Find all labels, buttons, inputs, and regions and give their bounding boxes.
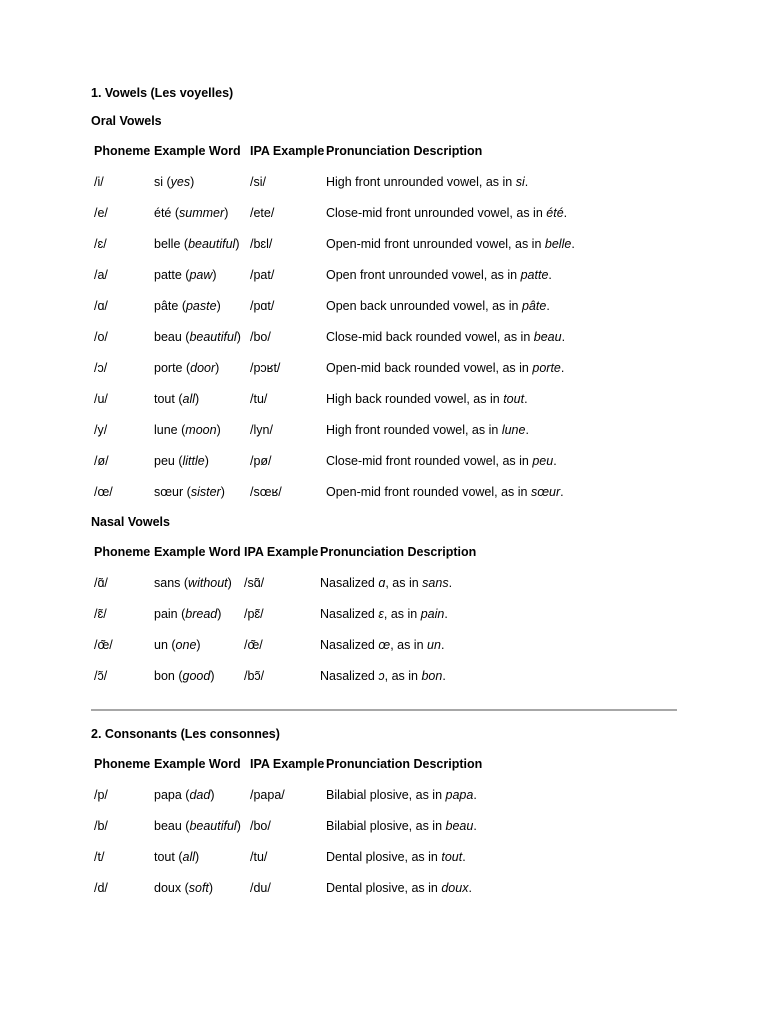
ipa-example-cell: /pɔʁt/ (250, 361, 281, 375)
column-header: Pronunciation Description (320, 545, 477, 559)
column-header: Phoneme (94, 545, 151, 559)
description-cell: Nasalized ɔ, as in bon. (320, 669, 446, 683)
ipa-example-cell: /sœʁ/ (250, 485, 282, 499)
column-header: Example Word (154, 757, 241, 771)
ipa-example-cell: /bo/ (250, 330, 271, 344)
table-row (0, 423, 768, 441)
phoneme-cell: /ɑ/ (94, 299, 108, 313)
description-cell: Nasalized œ, as in un. (320, 638, 445, 652)
ipa-example-cell: /bo/ (250, 819, 271, 833)
ipa-example-cell: /du/ (250, 881, 271, 895)
column-header: Phoneme (94, 757, 151, 771)
table-row (0, 175, 768, 193)
column-header: IPA Example (250, 144, 325, 158)
description-cell: Open front unrounded vowel, as in patte. (326, 268, 552, 282)
column-header: Pronunciation Description (326, 144, 483, 158)
example-word-cell: beau (beautiful) (154, 330, 241, 344)
ipa-example-cell: /si/ (250, 175, 266, 189)
table-row (0, 330, 768, 348)
phoneme-cell: /ɔ̃/ (94, 669, 108, 683)
example-word-cell: sans (without) (154, 576, 232, 590)
section-title-vowels: 1. Vowels (Les voyelles) (91, 86, 234, 100)
phoneme-cell: /e/ (94, 206, 108, 220)
table-row (0, 361, 768, 379)
example-word-cell: porte (door) (154, 361, 220, 375)
column-header: Phoneme (94, 144, 151, 158)
description-cell: Close-mid front rounded vowel, as in peu. (326, 454, 557, 468)
subsection-title-oral-vowels: Oral Vowels (91, 114, 162, 128)
table-row (0, 819, 768, 837)
example-word-cell: doux (soft) (154, 881, 214, 895)
example-word-cell: tout (all) (154, 392, 200, 406)
example-word-cell: papa (dad) (154, 788, 215, 802)
phoneme-cell: /t/ (94, 850, 105, 864)
section-divider (91, 709, 677, 711)
table-row (0, 237, 768, 255)
section-title-consonants: 2. Consonants (Les consonnes) (91, 727, 280, 741)
description-cell: Open-mid back rounded vowel, as in porte. (326, 361, 565, 375)
table-row (0, 607, 768, 625)
phoneme-cell: /ɛ̃/ (94, 607, 107, 621)
phoneme-cell: /b/ (94, 819, 108, 833)
example-word-cell: pâte (paste) (154, 299, 221, 313)
example-word-cell: patte (paw) (154, 268, 217, 282)
phoneme-cell: /u/ (94, 392, 108, 406)
table-header-row (0, 545, 768, 563)
table-row (0, 669, 768, 687)
example-word-cell: peu (little) (154, 454, 209, 468)
description-cell: Dental plosive, as in tout. (326, 850, 466, 864)
phoneme-cell: /œ/ (94, 485, 113, 499)
ipa-example-cell: /sɑ̃/ (244, 576, 265, 590)
description-cell: Bilabial plosive, as in papa. (326, 788, 477, 802)
table-row (0, 850, 768, 868)
table-row (0, 206, 768, 224)
phoneme-cell: /i/ (94, 175, 104, 189)
table-row (0, 454, 768, 472)
column-header: Example Word (154, 545, 241, 559)
phoneme-cell: /p/ (94, 788, 108, 802)
example-word-cell: belle (beautiful) (154, 237, 240, 251)
table-row (0, 392, 768, 410)
description-cell: Bilabial plosive, as in beau. (326, 819, 477, 833)
table-row (0, 299, 768, 317)
ipa-example-cell: /tu/ (250, 392, 268, 406)
description-cell: High front rounded vowel, as in lune. (326, 423, 529, 437)
phoneme-cell: /ø/ (94, 454, 109, 468)
ipa-example-cell: /pɛ̃/ (244, 607, 264, 621)
ipa-example-cell: /ete/ (250, 206, 275, 220)
column-header: Example Word (154, 144, 241, 158)
description-cell: Close-mid front unrounded vowel, as in été. (326, 206, 568, 220)
phoneme-cell: /d/ (94, 881, 108, 895)
ipa-example-cell: /papa/ (250, 788, 285, 802)
example-word-cell: bon (good) (154, 669, 215, 683)
table-row (0, 268, 768, 286)
ipa-example-cell: /bɔ̃/ (244, 669, 265, 683)
table-row (0, 576, 768, 594)
description-cell: Open-mid front rounded vowel, as in sœur. (326, 485, 564, 499)
column-header: Pronunciation Description (326, 757, 483, 771)
description-cell: Dental plosive, as in doux. (326, 881, 472, 895)
ipa-example-cell: /pɑt/ (250, 299, 275, 313)
description-cell: Open-mid front unrounded vowel, as in belle. (326, 237, 575, 251)
table-header-row (0, 144, 768, 162)
phoneme-cell: /o/ (94, 330, 108, 344)
phoneme-cell: /y/ (94, 423, 108, 437)
ipa-example-cell: /bɛl/ (250, 237, 273, 251)
description-cell: Close-mid back rounded vowel, as in beau. (326, 330, 566, 344)
table-row (0, 788, 768, 806)
example-word-cell: pain (bread) (154, 607, 222, 621)
phoneme-cell: /œ̃/ (94, 638, 113, 652)
table-row (0, 881, 768, 899)
ipa-example-cell: /œ̃/ (244, 638, 263, 652)
table-header-row (0, 757, 768, 775)
example-word-cell: tout (all) (154, 850, 200, 864)
example-word-cell: sœur (sister) (154, 485, 225, 499)
table-row (0, 485, 768, 503)
phoneme-cell: /ɔ/ (94, 361, 108, 375)
table-row (0, 638, 768, 656)
subsection-title-nasal-vowels: Nasal Vowels (91, 515, 170, 529)
description-cell: High front unrounded vowel, as in si. (326, 175, 529, 189)
ipa-example-cell: /pø/ (250, 454, 272, 468)
description-cell: High back rounded vowel, as in tout. (326, 392, 528, 406)
ipa-example-cell: /pat/ (250, 268, 275, 282)
example-word-cell: lune (moon) (154, 423, 221, 437)
description-cell: Nasalized ɑ, as in sans. (320, 576, 453, 590)
example-word-cell: été (summer) (154, 206, 229, 220)
ipa-example-cell: /lyn/ (250, 423, 273, 437)
column-header: IPA Example (244, 545, 319, 559)
phoneme-cell: /ɛ/ (94, 237, 107, 251)
ipa-example-cell: /tu/ (250, 850, 268, 864)
example-word-cell: beau (beautiful) (154, 819, 241, 833)
phoneme-cell: /a/ (94, 268, 108, 282)
example-word-cell: si (yes) (154, 175, 195, 189)
example-word-cell: un (one) (154, 638, 201, 652)
description-cell: Open back unrounded vowel, as in pâte. (326, 299, 550, 313)
description-cell: Nasalized ɛ, as in pain. (320, 607, 448, 621)
column-header: IPA Example (250, 757, 325, 771)
phoneme-cell: /ɑ̃/ (94, 576, 108, 590)
